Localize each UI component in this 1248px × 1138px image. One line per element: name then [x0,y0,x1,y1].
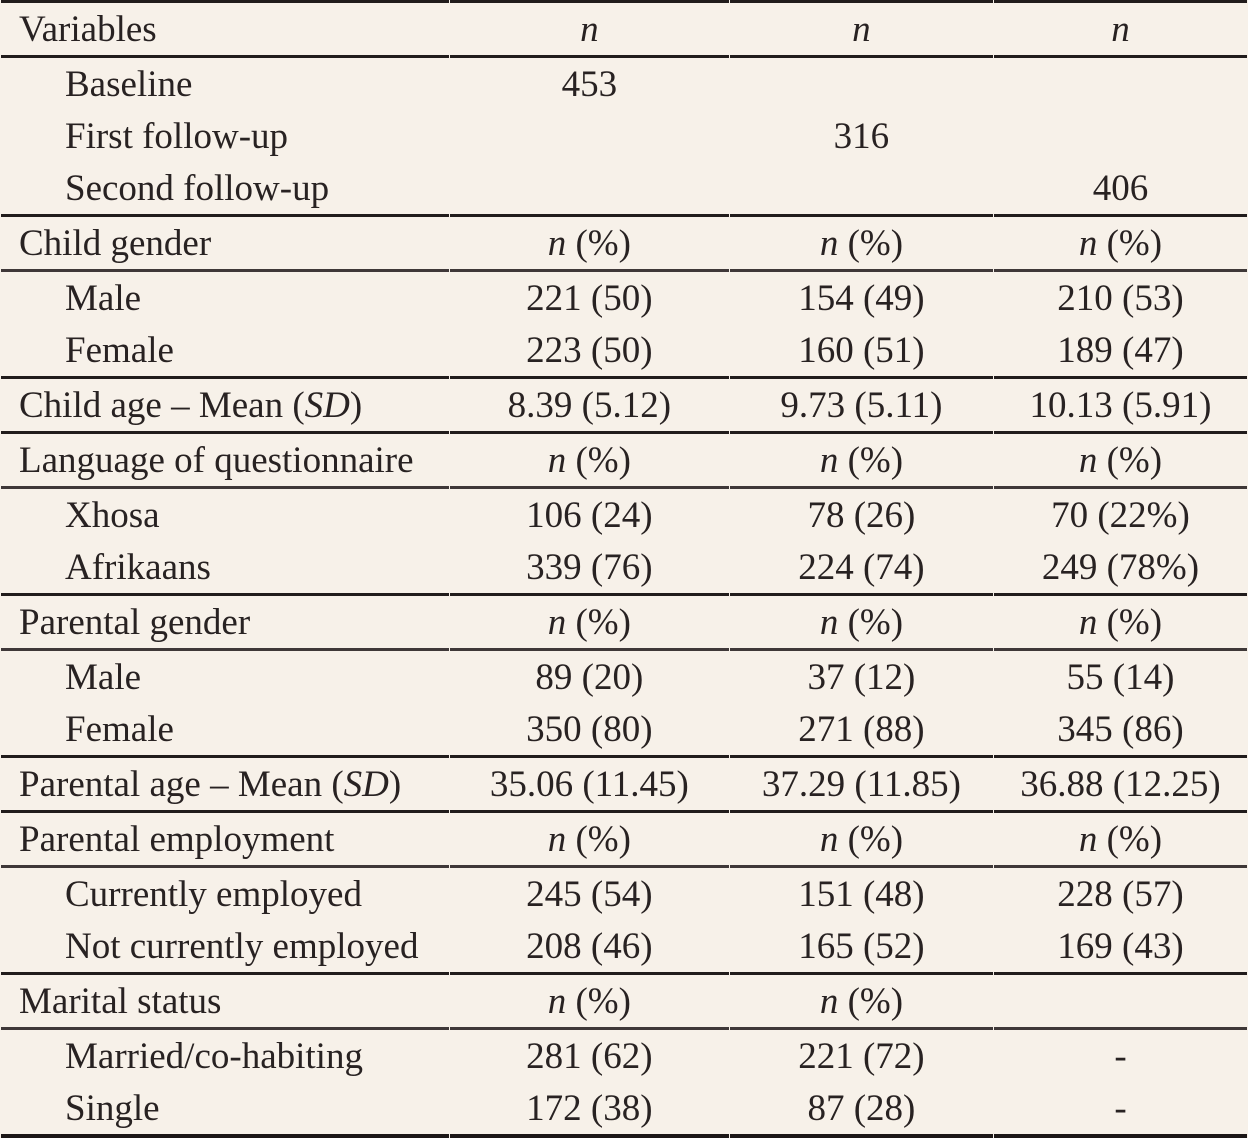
table-row-married [1,1030,1247,1082]
row-label: Male [65,656,142,698]
col-header-suffix: (%) [1097,439,1163,481]
row-label: Xhosa [65,494,160,536]
value-cell: 281 (62) [526,1035,653,1077]
row-label: Female [1,703,449,758]
value-cell: 189 (47) [994,324,1247,379]
value-cell: 35.06 (11.45) [450,758,729,813]
value-cell: 154 (49) [798,277,925,319]
col-header-suffix: (%) [566,222,631,264]
value-cell [450,162,729,217]
value-cell: 316 [833,115,890,157]
n-symbol: n [1111,8,1130,50]
value-cell: 271 (88) [730,703,993,758]
col-header-suffix: (%) [838,601,904,643]
row-label: Single [1,1082,449,1138]
col-header-n-followup2 [994,0,1247,58]
row-label: Baseline [65,63,193,105]
n-symbol: n [1078,601,1098,643]
table-row-second-followup [1,162,1247,217]
n-symbol: n [819,601,839,643]
col-header-npct [450,975,729,1030]
n-symbol: n [1078,818,1098,860]
n-symbol: n [547,222,567,264]
value-cell: 350 (80) [450,703,729,758]
table-row-single [1,1082,1247,1138]
value-cell: 245 (54) [526,873,653,915]
table-row-parental-age-mean [1,758,1247,813]
value-cell: 345 (86) [994,703,1247,758]
section-header-row-child-gender [1,217,1247,272]
label-text: Parental age – Mean ( [19,763,344,805]
col-header-npct [730,975,993,1030]
n-symbol: n [580,8,599,50]
col-header-npct [730,813,993,868]
n-symbol: n [819,439,839,481]
section-label: Parental gender [1,596,449,651]
col-header-npct [730,217,993,272]
section-header-row-parental-gender [1,596,1247,651]
col-header-npct [730,596,993,651]
section-label: Variables [1,0,449,58]
value-cell [730,162,993,217]
row-label: Married/co-habiting [65,1035,363,1077]
row-label: Second follow-up [1,162,449,217]
value-cell: 221 (50) [526,277,653,319]
section-header-row-language [1,434,1247,489]
col-header-suffix: (%) [566,601,631,643]
section-header-row-marital-status [1,975,1247,1030]
col-header-suffix: (%) [838,439,904,481]
value-cell: 55 (14) [1066,656,1175,698]
value-cell: 208 (46) [450,920,729,975]
value-cell: 89 (20) [535,656,644,698]
col-header-suffix: (%) [566,439,631,481]
row-label: Male [65,277,142,319]
value-cell [994,110,1247,162]
row-label: First follow-up [65,115,289,157]
value-cell: 37.29 (11.85) [730,758,993,813]
n-symbol: n [547,439,567,481]
row-label: Female [1,324,449,379]
value-cell: 160 (51) [730,324,993,379]
value-cell: 87 (28) [730,1082,993,1138]
value-cell: 8.39 (5.12) [450,379,729,434]
sd-symbol: SD [304,384,350,426]
value-cell: 165 (52) [730,920,993,975]
table-row-xhosa [1,489,1247,541]
table-row-child-male [1,272,1247,324]
col-header-suffix: (%) [1097,818,1163,860]
value-cell: 210 (53) [1057,277,1184,319]
value-cell: 249 (78%) [994,541,1247,596]
value-cell: - [1114,1035,1127,1077]
value-cell: 151 (48) [798,873,925,915]
row-label [1,758,449,813]
value-cell: 169 (43) [994,920,1247,975]
value-cell: 106 (24) [526,494,653,536]
value-cell: 228 (57) [1057,873,1184,915]
value-cell: 10.13 (5.91) [994,379,1247,434]
label-text: Child age – Mean ( [19,384,305,426]
label-text: ) [388,763,402,805]
value-cell: 406 [994,162,1247,217]
label-text: ) [349,384,363,426]
col-header-n-followup1 [730,0,993,58]
value-cell: 172 (38) [450,1082,729,1138]
col-header-npct [450,217,729,272]
col-header-suffix: (%) [566,980,631,1022]
table-row-parent-male [1,651,1247,703]
section-label: Marital status [1,975,449,1030]
n-symbol: n [1078,439,1098,481]
value-cell: 70 (22%) [1051,494,1190,536]
value-cell [994,58,1247,110]
value-cell: 223 (50) [450,324,729,379]
value-cell: - [994,1082,1247,1138]
n-symbol: n [1078,222,1098,264]
value-cell: 36.88 (12.25) [994,758,1247,813]
value-cell [730,58,993,110]
value-cell: 78 (26) [807,494,916,536]
value-cell: 37 (12) [807,656,916,698]
col-header-npct [450,596,729,651]
col-header-npct [450,813,729,868]
col-header-suffix: (%) [838,980,904,1022]
row-label: Afrikaans [1,541,449,596]
value-cell: 221 (72) [798,1035,925,1077]
col-header-suffix: (%) [838,222,904,264]
col-header-npct [994,217,1247,272]
table-row-child-female [1,324,1247,379]
col-header-empty [994,975,1247,1030]
col-header-npct [994,596,1247,651]
n-symbol: n [819,818,839,860]
value-cell: 453 [561,63,618,105]
section-header-row-variables [1,0,1247,58]
n-symbol: n [819,980,839,1022]
row-label [1,379,449,434]
table-row-afrikaans [1,541,1247,596]
col-header-npct [994,813,1247,868]
row-label: Not currently employed [1,920,449,975]
col-header-npct [994,434,1247,489]
n-symbol: n [852,8,871,50]
table-row-baseline [1,58,1247,110]
table-row-child-age-mean [1,379,1247,434]
table-row-employed [1,868,1247,920]
value-cell: 224 (74) [730,541,993,596]
n-symbol: n [547,818,567,860]
col-header-n-baseline [450,0,729,58]
n-symbol: n [547,601,567,643]
value-cell: 339 (76) [450,541,729,596]
col-header-suffix: (%) [838,818,904,860]
section-header-row-parental-employment [1,813,1247,868]
col-header-npct [450,434,729,489]
value-cell [450,110,729,162]
col-header-npct [730,434,993,489]
value-cell: 9.73 (5.11) [730,379,993,434]
table-row-first-followup [1,110,1247,162]
col-header-suffix: (%) [566,818,631,860]
col-header-suffix: (%) [1097,222,1163,264]
n-symbol: n [819,222,839,264]
table-row-not-employed [1,920,1247,975]
section-label: Parental employment [1,813,449,868]
row-label: Currently employed [65,873,362,915]
col-header-suffix: (%) [1097,601,1163,643]
section-label: Child gender [1,217,449,272]
sd-symbol: SD [343,763,389,805]
section-label: Language of questionnaire [1,434,449,489]
n-symbol: n [547,980,567,1022]
table-row-parent-female [1,703,1247,758]
